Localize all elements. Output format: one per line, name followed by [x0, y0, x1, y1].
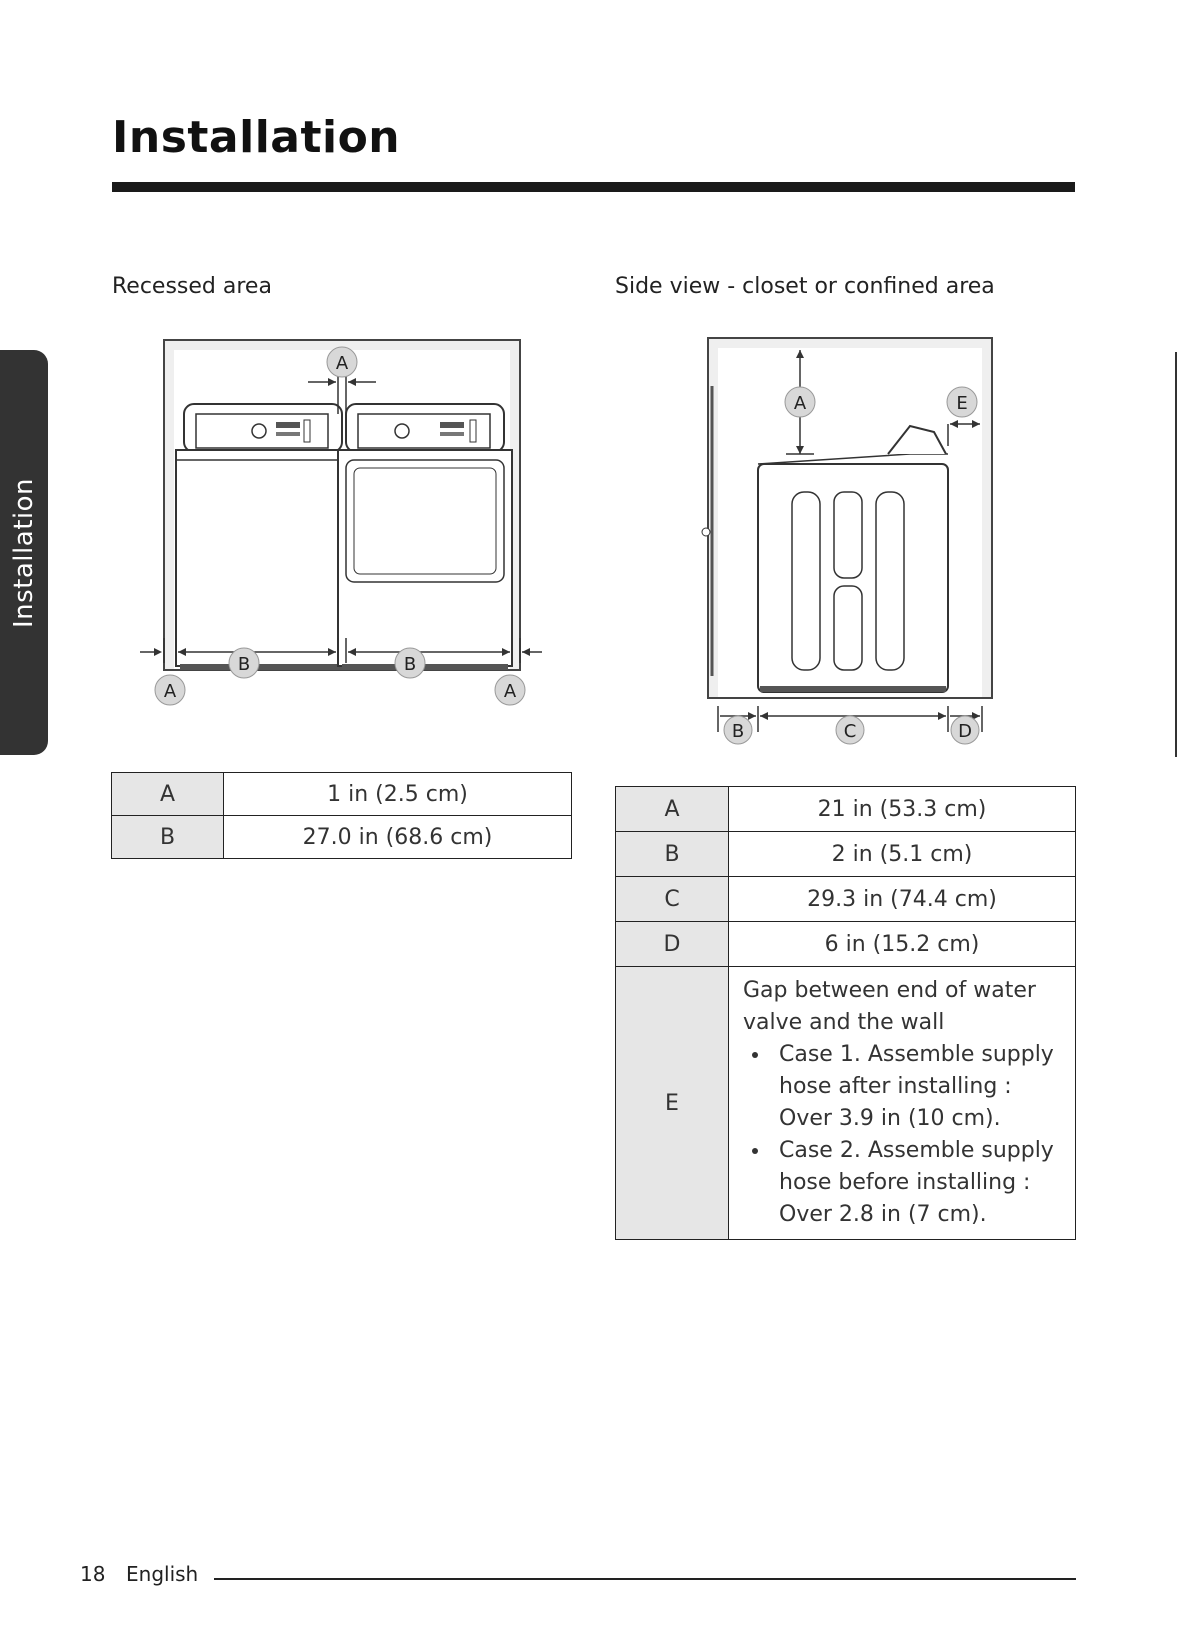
row-e-note [729, 967, 1076, 1240]
row-key: D [616, 922, 729, 967]
case-list [743, 1039, 1063, 1231]
footer-language: English [126, 1562, 199, 1586]
side-view-diagram [700, 336, 1000, 748]
row-key: B [112, 816, 224, 859]
marker-b: B [731, 721, 745, 742]
dryer-drawing [338, 404, 512, 670]
marker-e: E [956, 393, 968, 414]
footer-rule [214, 1578, 1076, 1580]
title-divider [112, 182, 1075, 192]
recessed-area-heading: Recessed area [112, 274, 272, 299]
washer-drawing [176, 404, 350, 670]
case-1: • Case 1. Assemble supply hose after installing : Over 3.9 in (10 cm). [771, 1039, 1063, 1135]
recessed-area-diagram [140, 338, 550, 733]
row-key: E [616, 967, 729, 1240]
table-row [616, 922, 1076, 967]
row-value: 1 in (2.5 cm) [224, 773, 572, 816]
marker-b-left: B [237, 654, 251, 675]
case-2: • Case 2. Assemble supply hose before installing : Over 2.8 in (7 cm). [771, 1135, 1063, 1231]
marker-a-right: A [503, 681, 517, 702]
washer-side-drawing [758, 426, 948, 692]
marker-a: A [793, 393, 807, 414]
side-tab-label: Installation [9, 477, 40, 628]
row-value: 2 in (5.1 cm) [729, 832, 1076, 877]
marker-d: D [958, 721, 972, 742]
page-title: Installation [112, 112, 401, 163]
side-view-heading: Side view - closet or confined area [615, 274, 995, 299]
marker-b-right: B [403, 654, 417, 675]
row-value: 27.0 in (68.6 cm) [224, 816, 572, 859]
marker-a-left: A [163, 681, 177, 702]
table-row [616, 787, 1076, 832]
row-value: 6 in (15.2 cm) [729, 922, 1076, 967]
recessed-dimension-table [111, 772, 572, 859]
side-view-dimension-table [615, 786, 1076, 1240]
marker-a-top: A [335, 353, 349, 374]
row-key: A [616, 787, 729, 832]
table-row [616, 967, 1076, 1240]
row-value: 21 in (53.3 cm) [729, 787, 1076, 832]
row-value: 29.3 in (74.4 cm) [729, 877, 1076, 922]
row-key: A [112, 773, 224, 816]
section-side-tab[interactable] [0, 350, 48, 755]
page-number: 18 [80, 1562, 106, 1586]
table-row [112, 816, 572, 859]
note-intro: Gap between end of water valve and the wall [743, 978, 1036, 1035]
row-key: C [616, 877, 729, 922]
table-row [112, 773, 572, 816]
marker-c: C [843, 721, 857, 742]
row-key: B [616, 832, 729, 877]
table-row [616, 877, 1076, 922]
table-row [616, 832, 1076, 877]
